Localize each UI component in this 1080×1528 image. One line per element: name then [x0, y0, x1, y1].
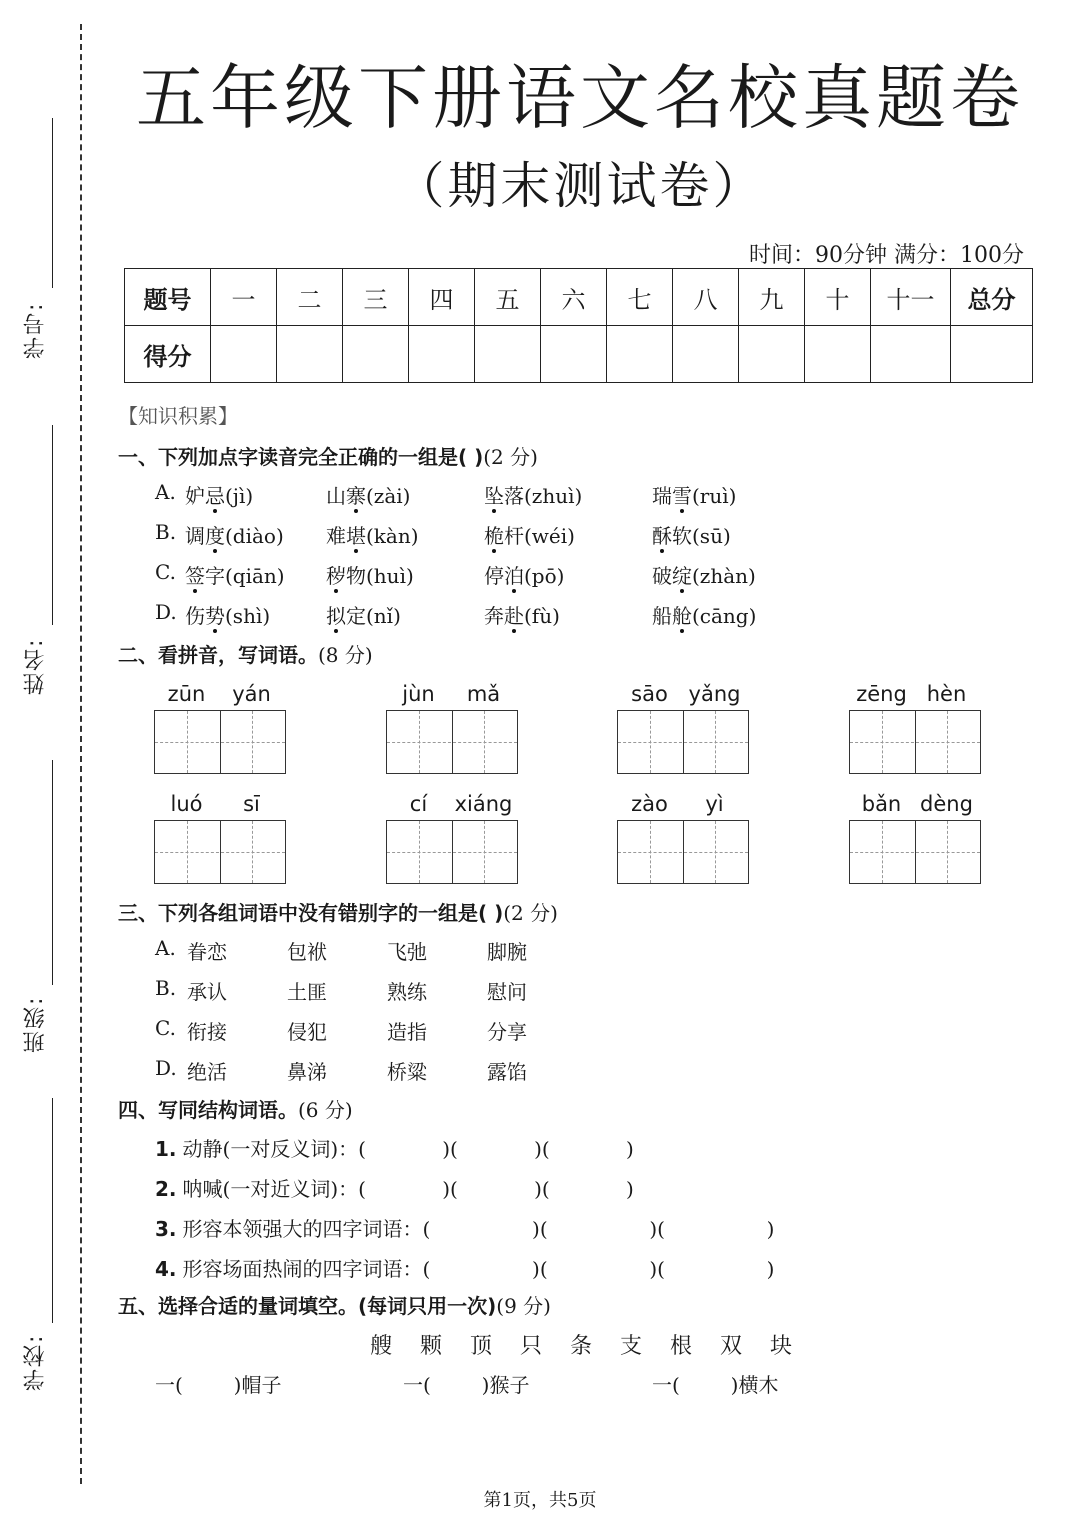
option-suffix: (diào): [225, 524, 284, 548]
score-cell[interactable]: [871, 326, 951, 383]
writing-grid[interactable]: [617, 820, 749, 884]
time-info: 时间：90分钟 满分：100分: [749, 243, 1024, 268]
option-prefix: 船: [652, 604, 672, 628]
option-word: 分享: [487, 1020, 527, 1044]
dotted-character: 堪: [346, 520, 366, 549]
grid-line: [252, 711, 253, 773]
option-suffix: (jì): [225, 484, 254, 508]
pinyin-syllable: xiáng: [454, 792, 513, 816]
pinyin-syllable: sī: [243, 792, 260, 816]
option-word: 飞弛: [387, 940, 427, 964]
fill-blank[interactable]: 一( )横木: [652, 1373, 779, 1397]
grid-line: [484, 711, 485, 773]
writing-grid[interactable]: [849, 710, 981, 774]
grid-line: [882, 821, 883, 883]
pinyin-syllable: luó: [170, 792, 203, 816]
option-suffix: 定(nǐ): [346, 604, 401, 628]
page-title: 五年级下册语文名校真题卷: [136, 57, 1024, 139]
grid-line: [882, 711, 883, 773]
option-word: 衔接: [187, 1020, 227, 1044]
option-letter: D.: [155, 1056, 177, 1080]
grid-line: [387, 742, 517, 743]
score-header-cell: 六: [541, 269, 607, 326]
structure-item: [155, 1133, 634, 1162]
grid-line: [618, 852, 748, 853]
grid-line: [155, 742, 285, 743]
option-item: [185, 520, 284, 549]
score-header-cell: 总分: [951, 269, 1033, 326]
school-label: 学校:: [23, 1333, 48, 1391]
dotted-character: 赴: [504, 600, 524, 629]
school-line: [52, 1098, 53, 1323]
score-cell[interactable]: [739, 326, 805, 383]
pinyin-syllable: zào: [631, 792, 668, 816]
score-header-cell: 十: [805, 269, 871, 326]
score-table-score-row: [125, 326, 1033, 383]
question-2-title: [118, 639, 373, 668]
score-header-cell: 题号: [125, 269, 211, 326]
grid-line: [715, 821, 716, 883]
grid-line: [187, 821, 188, 883]
writing-grid[interactable]: [386, 710, 518, 774]
student-id-line: [52, 118, 53, 288]
score-header-cell: 九: [739, 269, 805, 326]
option-letter: B.: [155, 520, 177, 544]
structure-item: [155, 1173, 634, 1202]
score-cell[interactable]: [805, 326, 871, 383]
option-prefix: 停: [484, 564, 504, 588]
structure-item: [155, 1213, 775, 1242]
binding-dashed-line: [80, 24, 82, 1484]
pinyin-syllable: yán: [232, 682, 271, 706]
dotted-character: 雪: [672, 480, 692, 509]
option-suffix: (shì): [225, 604, 271, 628]
score-cell[interactable]: [409, 326, 475, 383]
dotted-character: 势: [205, 600, 225, 629]
option-suffix: (ruì): [692, 484, 737, 508]
option-word: 眷恋: [187, 940, 227, 964]
option-prefix: 山: [326, 484, 346, 508]
option-item: [326, 520, 419, 549]
option-suffix: (pō): [524, 564, 565, 588]
item-number: 4.: [155, 1257, 177, 1281]
pinyin-syllable: yǎng: [688, 682, 741, 706]
writing-grid[interactable]: [617, 710, 749, 774]
score-table: [124, 268, 1033, 383]
option-item: [185, 560, 285, 589]
measure-word: 根: [670, 1334, 693, 1359]
page-footer: 第1页，共5页: [483, 1490, 597, 1511]
name-line: [52, 425, 53, 625]
option-word: 露馅: [487, 1060, 527, 1084]
pinyin-syllable: dèng: [920, 792, 973, 816]
measure-word: 条: [570, 1334, 593, 1359]
dotted-character: 绽: [672, 560, 692, 589]
pinyin-syllable: sāo: [631, 682, 668, 706]
dotted-character: 签: [185, 560, 205, 589]
score-cell[interactable]: [541, 326, 607, 383]
grid-line: [187, 711, 188, 773]
section-tag: 【知识积累】: [118, 404, 238, 428]
pinyin-syllable: mǎ: [466, 682, 501, 706]
dotted-character: 舱: [672, 600, 692, 629]
pinyin-syllable: zūn: [167, 682, 206, 706]
option-suffix: 软(sū): [672, 524, 731, 548]
structure-item: [155, 1253, 775, 1282]
question-3-title: [118, 897, 558, 926]
pinyin-syllable: cí: [409, 792, 428, 816]
option-item: [326, 480, 410, 509]
dotted-character: 忌: [205, 480, 225, 509]
option-letter: B.: [155, 976, 177, 1000]
item-number: 3.: [155, 1217, 177, 1241]
option-suffix: (kàn): [366, 524, 419, 548]
option-word: 绝活: [187, 1060, 227, 1084]
score-header-cell: 三: [343, 269, 409, 326]
measure-word: 块: [770, 1334, 793, 1359]
score-cell[interactable]: [951, 326, 1033, 383]
pinyin-syllable: jùn: [402, 682, 435, 706]
question-3-points: (2 分): [503, 901, 558, 925]
measure-word: 颗: [420, 1334, 443, 1359]
question-2-points: (8 分): [318, 643, 373, 667]
question-4-title: [118, 1094, 353, 1123]
dotted-character: 秽: [326, 560, 346, 589]
measure-word: 顶: [470, 1334, 493, 1359]
option-word: 承认: [187, 980, 227, 1004]
question-5-points: (9 分): [496, 1294, 551, 1318]
student-id-label: 学号:: [23, 301, 48, 359]
question-4-text: 四、写同结构词语。: [118, 1098, 298, 1122]
item-number: 1.: [155, 1137, 177, 1161]
score-header-cell: 十一: [871, 269, 951, 326]
writing-grid[interactable]: [154, 710, 286, 774]
option-letter: D.: [155, 600, 177, 624]
option-suffix: 落(zhuì): [504, 484, 583, 508]
score-header-cell: 五: [475, 269, 541, 326]
dotted-character: 桅: [484, 520, 504, 549]
score-table-header-row: [125, 269, 1033, 326]
option-item: [484, 600, 560, 629]
option-prefix: 伤: [185, 604, 205, 628]
option-prefix: 调: [185, 524, 205, 548]
grid-line: [650, 821, 651, 883]
measure-word: 支: [620, 1334, 643, 1359]
option-item: [326, 560, 414, 589]
option-item: [484, 560, 564, 589]
option-item: [484, 480, 582, 509]
grid-line: [155, 852, 285, 853]
option-word: 包袱: [287, 940, 327, 964]
item-text: 呐喊(一对近义词)：( )( )( ): [182, 1177, 634, 1201]
option-letter: A.: [155, 936, 176, 960]
item-text: 动静(一对反义词)：( )( )( ): [182, 1137, 634, 1161]
option-suffix: 字(qiān): [205, 564, 285, 588]
grid-line: [484, 821, 485, 883]
writing-grid[interactable]: [386, 820, 518, 884]
score-header-cell: 四: [409, 269, 475, 326]
option-suffix: 杆(wéi): [504, 524, 575, 548]
question-3-text: 三、下列各组词语中没有错别字的一组是( ): [118, 901, 504, 925]
option-suffix: 物(huì): [346, 564, 414, 588]
option-suffix: (cāng): [692, 604, 757, 628]
score-header-cell: 八: [673, 269, 739, 326]
option-letter: C.: [155, 1016, 176, 1040]
dotted-character: 坠: [484, 480, 504, 509]
score-cell[interactable]: [607, 326, 673, 383]
question-1-points: (2 分): [483, 445, 538, 469]
option-item: [652, 600, 756, 629]
grid-line: [715, 711, 716, 773]
option-item: [652, 480, 736, 509]
item-text: 形容本领强大的四字词语：( )( )( ): [182, 1217, 775, 1241]
question-1-title: [118, 441, 538, 470]
dotted-character: 泊: [504, 560, 524, 589]
option-letter: A.: [155, 480, 176, 504]
fill-blank[interactable]: 一( )帽子: [155, 1373, 282, 1397]
class-line: [52, 760, 53, 985]
measure-word: 双: [720, 1334, 743, 1359]
question-2-text: 二、看拼音，写词语。: [118, 643, 318, 667]
score-header-cell: 二: [277, 269, 343, 326]
option-prefix: 奔: [484, 604, 504, 628]
option-item: [185, 600, 270, 629]
score-header-cell: 七: [607, 269, 673, 326]
option-word: 土匪: [287, 980, 327, 1004]
item-text: 形容场面热闹的四字词语：( )( )( ): [182, 1257, 775, 1281]
grid-line: [947, 821, 948, 883]
grid-line: [419, 711, 420, 773]
option-prefix: 妒: [185, 484, 205, 508]
question-4-points: (6 分): [298, 1098, 353, 1122]
dotted-character: 度: [205, 520, 225, 549]
option-suffix: (zài): [366, 484, 411, 508]
fill-blank[interactable]: 一( )猴子: [403, 1373, 530, 1397]
grid-line: [252, 821, 253, 883]
option-item: [185, 480, 253, 509]
score-row-label: 得分: [125, 326, 211, 383]
score-cell[interactable]: [343, 326, 409, 383]
option-word: 熟练: [387, 980, 427, 1004]
option-prefix: 难: [326, 524, 346, 548]
score-cell[interactable]: [673, 326, 739, 383]
pinyin-syllable: hèn: [926, 682, 967, 706]
dotted-character: 拟: [326, 600, 346, 629]
writing-grid[interactable]: [849, 820, 981, 884]
grid-line: [850, 742, 980, 743]
option-word: 桥粱: [387, 1060, 427, 1084]
option-word: 侵犯: [287, 1020, 327, 1044]
option-suffix: (zhàn): [692, 564, 756, 588]
grid-line: [650, 711, 651, 773]
pinyin-syllable: yì: [705, 792, 724, 816]
grid-line: [947, 711, 948, 773]
option-item: [652, 560, 756, 589]
question-5-text: 五、选择合适的量词填空。(每词只用一次): [118, 1294, 497, 1318]
pinyin-syllable: bǎn: [861, 792, 902, 816]
grid-line: [387, 852, 517, 853]
option-prefix: 破: [652, 564, 672, 588]
option-word: 鼻涕: [287, 1060, 327, 1084]
writing-grid[interactable]: [154, 820, 286, 884]
dotted-character: 寨: [346, 480, 366, 509]
question-5-title: [118, 1290, 551, 1319]
option-letter: C.: [155, 560, 176, 584]
option-prefix: 瑞: [652, 484, 672, 508]
score-cell[interactable]: [475, 326, 541, 383]
pinyin-syllable: zēng: [856, 682, 907, 706]
option-item: [652, 520, 731, 549]
item-number: 2.: [155, 1177, 177, 1201]
option-word: 慰问: [487, 980, 527, 1004]
question-1-text: 一、下列加点字读音完全正确的一组是( ): [118, 445, 484, 469]
name-label: 姓名:: [23, 637, 48, 695]
measure-word: 只: [520, 1334, 543, 1359]
grid-line: [618, 742, 748, 743]
score-header-cell: 一: [211, 269, 277, 326]
score-cell[interactable]: [277, 326, 343, 383]
page-subtitle: （期末测试卷）: [394, 157, 766, 215]
grid-line: [419, 821, 420, 883]
measure-word: 艘: [370, 1334, 393, 1359]
option-word: 脚腕: [487, 940, 527, 964]
option-suffix: (fù): [524, 604, 560, 628]
class-label: 班级:: [23, 995, 48, 1053]
option-item: [326, 600, 401, 629]
grid-line: [850, 852, 980, 853]
option-item: [484, 520, 575, 549]
option-word: 造指: [387, 1020, 427, 1044]
dotted-character: 酥: [652, 520, 672, 549]
score-cell[interactable]: [211, 326, 277, 383]
